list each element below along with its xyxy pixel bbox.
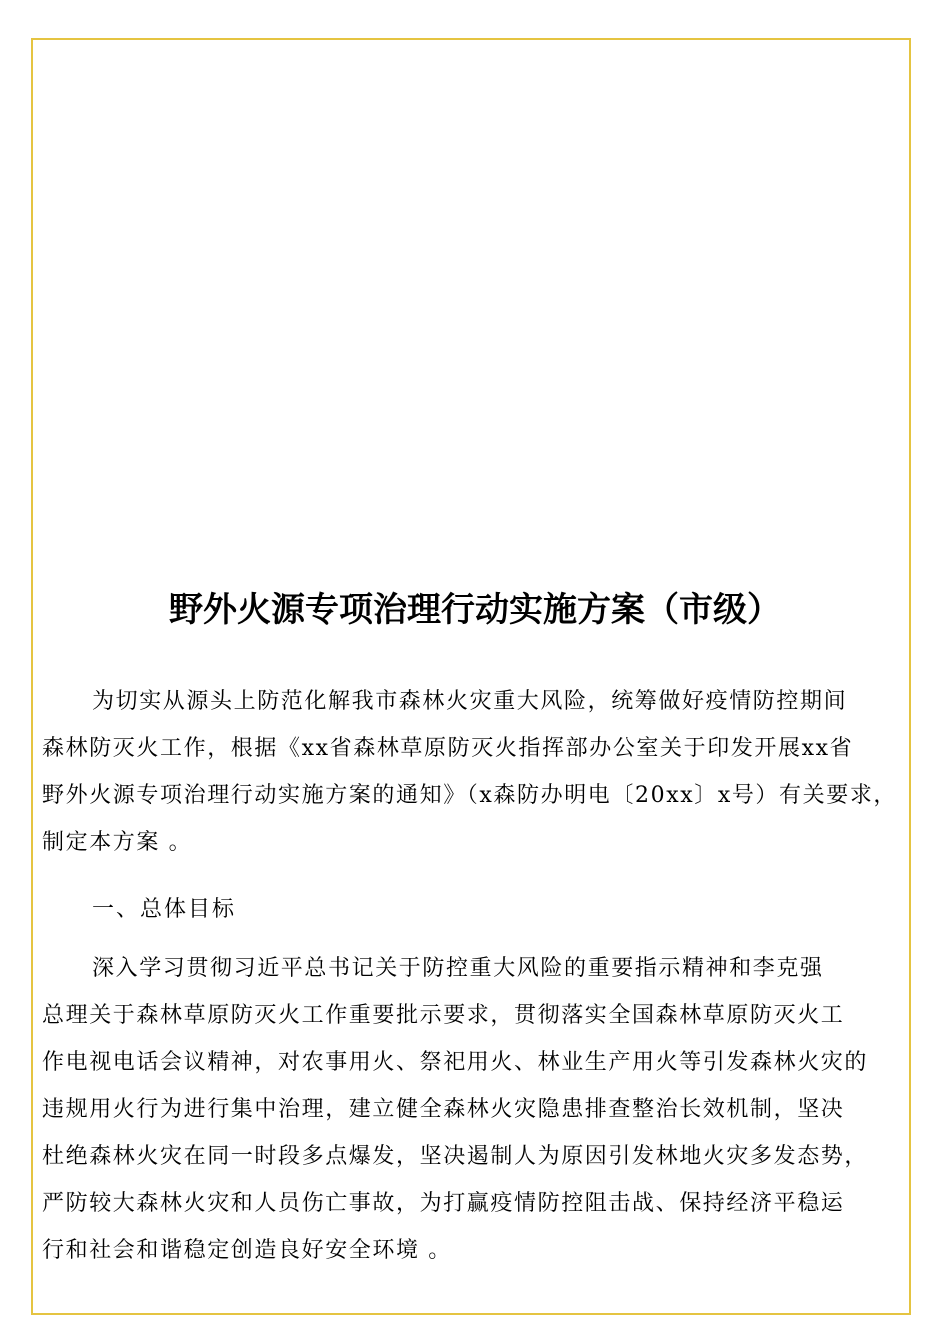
- paragraph-line: 杜绝森林火灾在同一时段多点爆发，坚决遏制人为原因引发林地火灾多发态势，: [42, 1144, 869, 1169]
- intro-paragraph: [42, 678, 908, 866]
- paragraph-line: 野外火源专项治理行动实施方案的通知》（x森防办明电〔20xx〕x号）有关要求，: [42, 783, 898, 808]
- paragraph-line: 森林防灭火工作，根据《xx省森林草原防灭火指挥部办公室关于印发开展xx省: [42, 736, 854, 761]
- paragraph-line: 为切实从源头上防范化解我市森林火灾重大风险，统筹做好疫情防控期间: [92, 689, 848, 714]
- paragraph-line: 深入学习贯彻习近平总书记关于防控重大风险的重要指示精神和李克强: [92, 956, 824, 981]
- paragraph-line: 行和社会和谐稳定创造良好安全环境 。: [42, 1238, 452, 1263]
- paragraph-line: 严防较大森林火灾和人员伤亡事故，为打赢疫情防控阻击战、保持经济平稳运: [42, 1191, 845, 1216]
- paragraph-line: 违规用火行为进行集中治理，建立健全森林火灾隐患排查整治长效机制，坚决: [42, 1097, 845, 1122]
- document-title: 野外火源专项治理行动实施方案（市级）: [169, 590, 781, 630]
- section-heading-overall-goal: 一、总体目标: [92, 897, 237, 922]
- paragraph-line: 作电视电话会议精神，对农事用火、祭祀用火、林业生产用火等引发森林火灾的: [42, 1050, 869, 1075]
- paragraph-line: 总理关于森林草原防灭火工作重要批示要求，贯彻落实全国森林草原防灭火工: [42, 1003, 845, 1028]
- paragraph-line: 制定本方案 。: [42, 830, 193, 855]
- goal-paragraph: [42, 945, 908, 1274]
